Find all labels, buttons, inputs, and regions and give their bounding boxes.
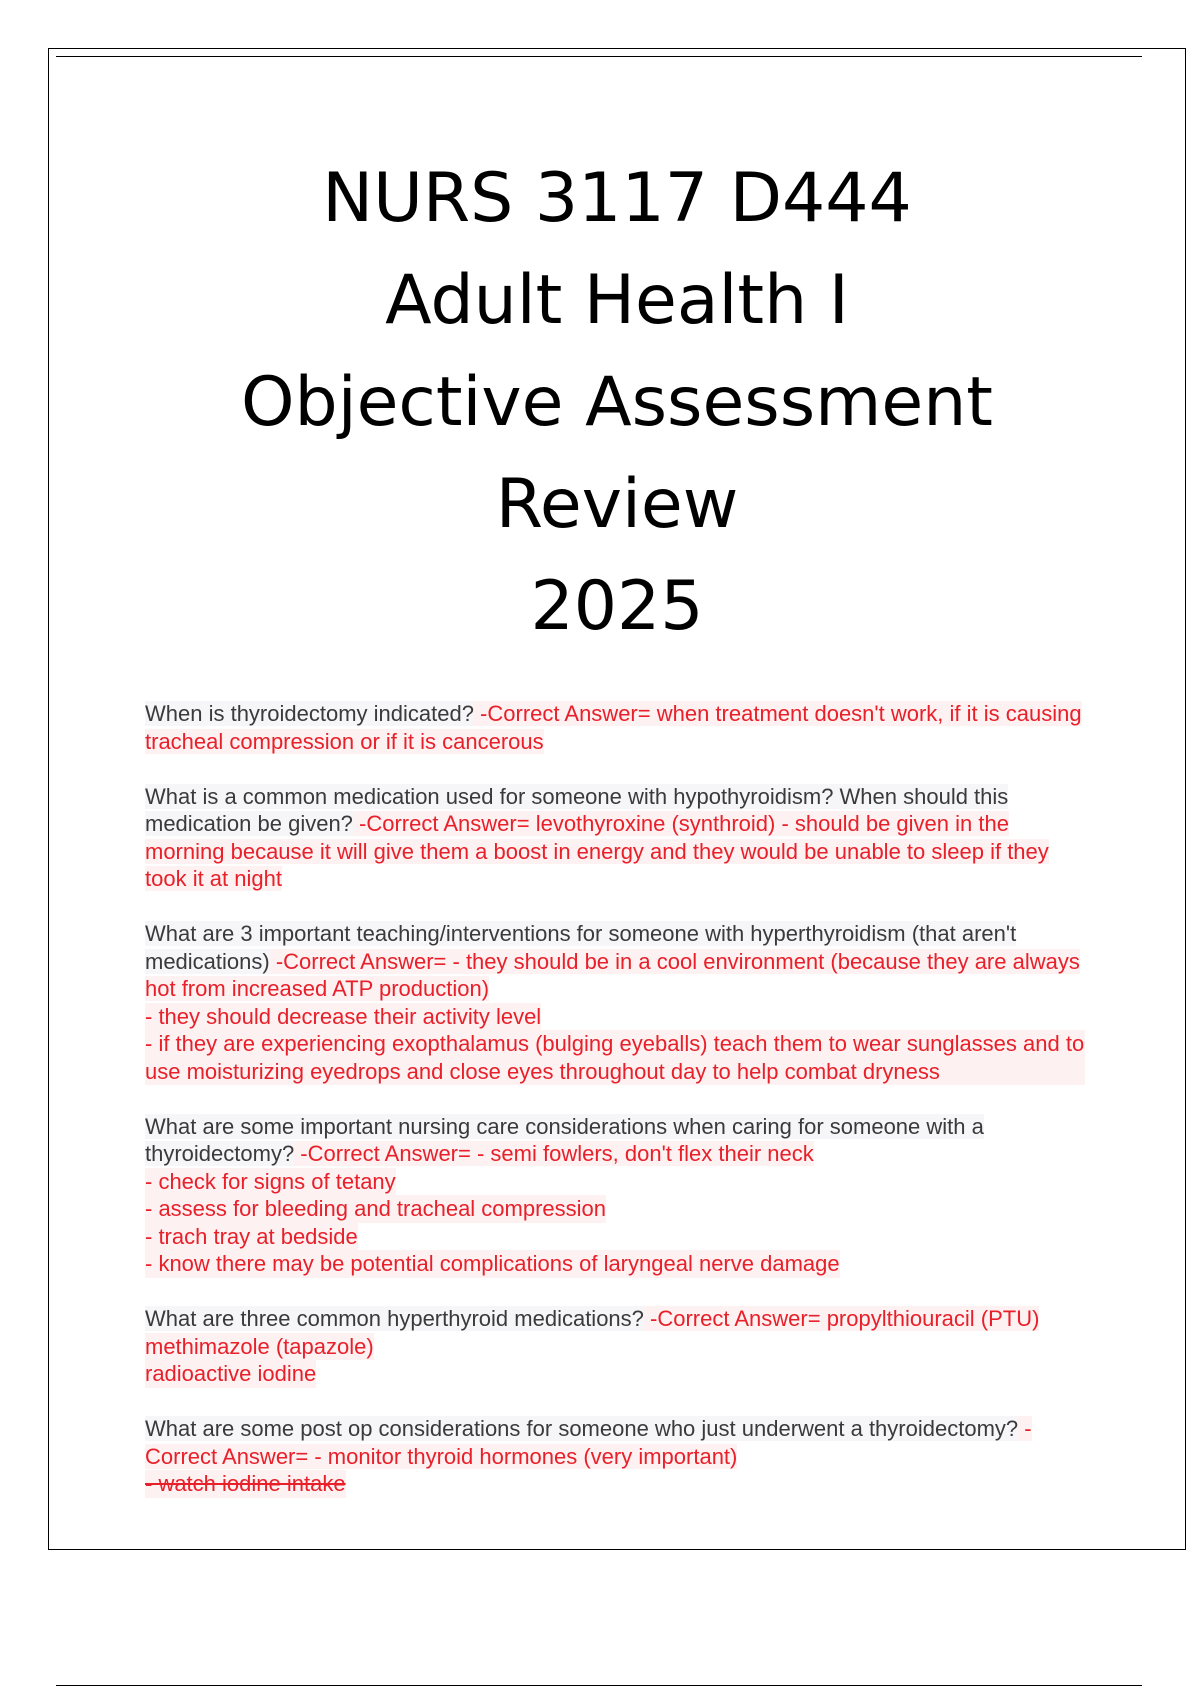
title-course-name: Adult Health I — [385, 261, 849, 340]
question-text: What are 3 important teaching/interventions for someone with hyperthyroidism (that aren't medications) — [145, 921, 1017, 974]
bottom-rule — [56, 1685, 1142, 1686]
answer-text: - monitor thyroid hormones (very important) — [314, 1443, 738, 1469]
answer-line: - watch iodine intake — [145, 1471, 346, 1496]
qa-item — [145, 1305, 1085, 1388]
qa-item — [145, 1113, 1085, 1278]
answer-text: - they should be in a cool environment (because they are always hot from increased ATP production) — [145, 948, 1080, 1001]
title-assessment: Objective Assessment — [241, 363, 993, 442]
top-rule — [56, 56, 1142, 57]
answer-label: -Correct Answer= — [643, 1306, 827, 1331]
answer-line: - check for signs of tetany — [145, 1168, 396, 1194]
answer-label: -Correct Answer= — [352, 811, 536, 836]
question-text: What are some post op considerations for someone who just underwent a thyroidectomy? — [145, 1416, 1019, 1441]
title-course-code: NURS 3117 D444 — [322, 159, 912, 238]
answer-text: - semi fowlers, don't flex their neck — [476, 1141, 814, 1166]
answer-label: -Correct Answer= — [145, 1416, 1032, 1469]
question-text: When is thyroidectomy indicated? — [145, 701, 474, 726]
qa-item — [145, 920, 1085, 1085]
answer-line: - assess for bleeding and tracheal compression — [145, 1196, 607, 1221]
qa-item — [145, 700, 1085, 755]
answer-line: - trach tray at bedside — [145, 1223, 358, 1249]
document-title — [48, 148, 1186, 658]
answer-line: - if they are experiencing exopthalamus (bulging eyeballs) teach them to wear sunglasses and to use moisturizing eyedrops and close eyes throughout day to help combat dryness — [145, 1031, 1085, 1084]
answer-text: when treatment doesn't work, if it is causing tracheal compression or if it is cancerous — [145, 701, 1082, 754]
title-year: 2025 — [530, 567, 704, 646]
answer-label: -Correct Answer= — [269, 948, 453, 974]
qa-list — [145, 700, 1085, 1525]
answer-text: propylthiouracil (PTU) — [826, 1306, 1040, 1331]
qa-item — [145, 1415, 1085, 1498]
answer-line: - they should decrease their activity level — [145, 1003, 542, 1029]
answer-line: methimazole (tapazole) — [145, 1333, 374, 1359]
answer-line: - know there may be potential complications of laryngeal nerve damage — [145, 1251, 840, 1276]
question-text: What is a common medication used for someone with hypothyroidism? When should this medication be given? — [145, 783, 1009, 836]
answer-line: radioactive iodine — [145, 1361, 317, 1386]
answer-label: -Correct Answer= — [473, 701, 657, 726]
qa-item — [145, 783, 1085, 893]
question-text: What are some important nursing care considerations when caring for someone with a thyroidectomy? — [145, 1113, 984, 1166]
question-text: What are three common hyperthyroid medications? — [145, 1306, 644, 1331]
answer-label: -Correct Answer= — [294, 1141, 477, 1166]
title-review: Review — [495, 465, 739, 544]
answer-text: levothyroxine (synthroid) - should be given in the morning because it will give them a boost in energy and they would be unable to sleep if they took it at night — [145, 811, 1049, 891]
